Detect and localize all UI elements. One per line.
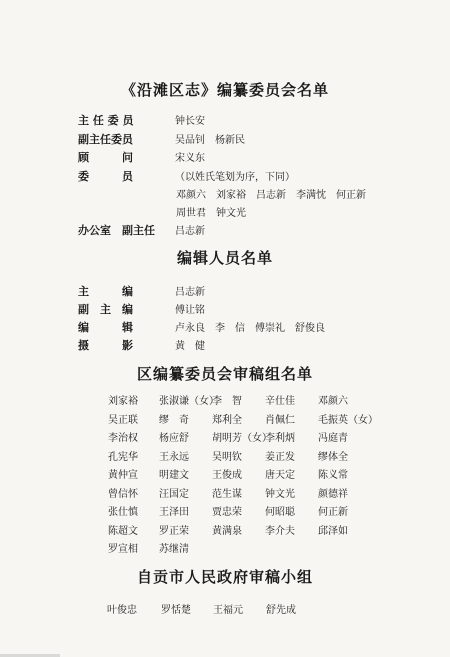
review-member-name: 王泽田 [159, 507, 189, 518]
review-member-name: 陈义常 [318, 470, 348, 481]
review-member-name: 王俊成 [212, 470, 242, 481]
review-member-name: 何正新 [318, 507, 348, 518]
review-member-name: 缪体全 [318, 451, 348, 463]
review-member-name: 杨应舒 [159, 433, 189, 444]
city-review-name: 王福元 [213, 605, 243, 616]
review-member-name: 张淑谦（女） [159, 396, 219, 407]
review-member-name: 明建文 [159, 470, 189, 481]
review-member-name: 贾忠荣 [212, 507, 242, 518]
review-member-name: 李利炳 [265, 433, 295, 444]
review-member-name: 钟文光 [265, 488, 295, 500]
review-member-name: 毛振英（女） [318, 414, 378, 426]
editors-title: 编辑人员名单 [176, 249, 273, 267]
row-value: 钟长安 [175, 116, 205, 127]
review-member-name: 李治权 [108, 433, 138, 444]
review-member-name: 李介夫 [265, 525, 295, 537]
review-member-name: 姜正发 [265, 451, 295, 463]
row-label: 副 主 编 [78, 303, 133, 316]
row-value: 卢永良 李 信 傅崇礼 舒俊良 [175, 323, 325, 334]
row-value: 吕志新 [175, 226, 205, 237]
review-member-name: 吴明钦 [212, 451, 242, 463]
review-member-name: 苏继清 [159, 544, 189, 555]
row-label: 办公室 副主任 [78, 224, 155, 237]
committee-title: 《沿滩区志》编纂委员会名单 [120, 81, 329, 99]
review-member-name: 邓颜六 [318, 396, 348, 407]
row-value: 吴品钊 杨新民 [175, 135, 245, 146]
row-label: 主 任 委 员 [78, 114, 134, 127]
members-line-1: 邓颜六 刘家裕 吕志新 李满忱 何正新 [176, 190, 366, 201]
review-member-name: 唐天定 [265, 470, 295, 481]
review-member-name: 陈超文 [108, 525, 138, 537]
review-member-name: 冯庭青 [318, 433, 348, 444]
members-line-2: 周世君 钟文光 [176, 208, 246, 219]
review-member-name: 吴正联 [108, 414, 138, 426]
review-member-name: 黄仲宣 [108, 470, 138, 481]
review-member-name: 刘家裕 [108, 396, 138, 407]
row-value: 傅让铭 [175, 305, 205, 316]
review-member-name: 邱泽如 [318, 525, 348, 537]
review-member-name: 缪 奇 [159, 414, 189, 426]
city-review-title: 自贡市人民政府审稿小组 [136, 568, 313, 586]
review-member-name: 辛仕佳 [265, 396, 295, 407]
review-member-name: 罗宣相 [108, 544, 138, 555]
row-value: 黄 健 [175, 341, 205, 352]
row-label: 摄 影 [78, 339, 133, 352]
row-value: 宋义东 [175, 153, 205, 164]
row-label: 编 辑 [78, 321, 133, 334]
city-review-name: 舒先成 [266, 605, 296, 616]
row-value: （以姓氏笔划为序，下同） [175, 172, 295, 183]
review-member-name: 何昭聪 [265, 507, 295, 518]
review-member-name: 郑利全 [212, 414, 242, 426]
row-value: 吕志新 [175, 287, 205, 298]
row-label: 主 编 [78, 285, 133, 298]
review-member-name: 颜德祥 [318, 488, 348, 500]
review-member-name: 汪国定 [159, 488, 189, 500]
city-review-name: 罗恬楚 [161, 605, 191, 616]
city-review-name: 叶俊忠 [107, 605, 137, 616]
review-member-name: 李 智 [212, 396, 242, 407]
row-label: 顾 问 [78, 151, 133, 164]
review-member-name: 范生谋 [212, 488, 242, 500]
row-label: 委 员 [78, 170, 133, 183]
review-member-name: 张仕慎 [108, 507, 138, 518]
review-group-title: 区编纂委员会审稿组名单 [136, 365, 313, 383]
review-member-name: 肖佩仁 [265, 414, 295, 426]
review-member-name: 曾信怀 [108, 488, 138, 500]
review-member-name: 王永远 [159, 451, 189, 463]
review-member-name: 孔宪华 [108, 451, 138, 463]
review-member-name: 罗正荣 [159, 525, 189, 537]
row-label: 副主任委员 [78, 133, 133, 146]
review-member-name: 胡明芳（女） [212, 433, 272, 444]
review-member-name: 黄满泉 [212, 525, 242, 537]
